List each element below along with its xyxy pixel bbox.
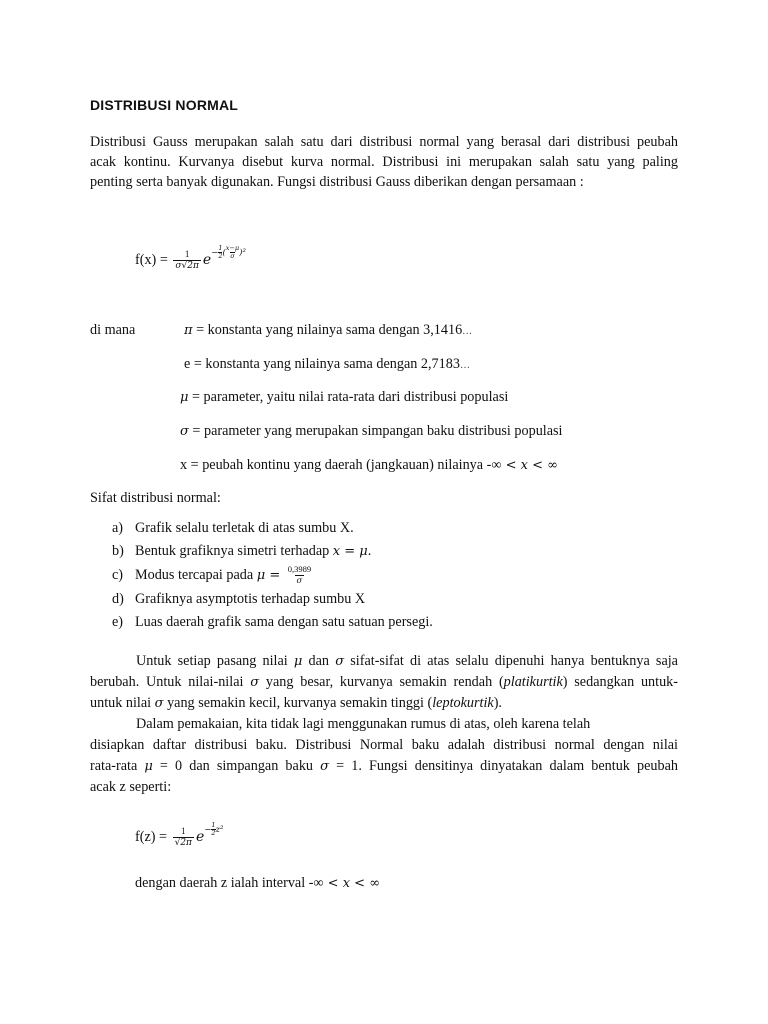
formula-base: e [202, 252, 212, 268]
intro-line: acak kontinu. Kurvanya disebut kurva normal. Distribusi ini merupakan salah satu yang paling [90, 154, 678, 170]
formula-lhs: f(z) = [135, 829, 168, 845]
paragraph-standard-normal: Dalam pemakaian, kita tidak lagi menggunakan rumus di atas, oleh karena telah disiapkan daftar distribusi baku. Distribusi Normal baku adalah distribusi normal dengan nilai rata-rata μ = 0 dan simpangan baku σ = 1. Fungsi densitinya dinyatakan dalam bentuk peubah acak z seperti: [90, 716, 678, 795]
where-label: di mana [90, 322, 136, 338]
definition-sigma: σ = parameter yang merupakan simpangan baku distribusi populasi [180, 423, 563, 439]
definition-pi: π = konstanta yang nilainya sama dengan 3,1416… [184, 322, 474, 338]
formula-base: e [195, 829, 205, 845]
definition-e: e = konstanta yang nilainya sama dengan 2,7183… [184, 356, 471, 372]
paragraph-variability: Untuk setiap pasang nilai μ dan σ sifat-sifat di atas selalu dipenuhi hanya bentuknya saja berubah. Untuk nilai-nilai σ yang besar, kurvanya semakin rendah (platikurtik) sedangkan untuk- untuk nilai σ yang semakin kecil, kurvanya semakin tinggi (leptokurtik). [90, 653, 678, 711]
gauss-formula [135, 243, 246, 272]
list-item: a) Grafik selalu terletak di atas sumbu X. [112, 520, 354, 536]
list-item: b) Bentuk grafiknya simetri terhadap x = μ. [112, 543, 372, 559]
formula-exponent: − 1 2 z² [204, 821, 224, 837]
formula-lhs: f(x) = [135, 252, 168, 268]
standard-normal-formula [135, 820, 223, 849]
properties-list [112, 518, 433, 632]
definition-mu: μ = parameter, yaitu nilai rata-rata dari distribusi populasi [180, 389, 509, 405]
properties-heading: Sifat distribusi normal: [90, 490, 221, 506]
formula-fraction: $\frac{1}{\sigma√2\pi}$ [175, 249, 199, 272]
page-title: DISTRIBUSI NORMAL [90, 97, 239, 113]
intro-paragraph [90, 132, 678, 192]
intro-line: Distribusi Gauss merupakan salah satu dari distribusi normal yang berasal dari distribusi peubah [90, 134, 678, 150]
list-item: d) Grafiknya asymptotis terhadap sumbu X [112, 591, 366, 607]
list-item: e) Luas daerah grafik sama dengan satu satuan persegi. [112, 614, 433, 630]
formula-fraction: $\frac{1}{√2\pi}$ [174, 826, 192, 849]
list-item: c) Modus tercapai pada μ = $\frac{0,3989}{\sigma}$ [112, 564, 312, 586]
formula-exponent: − 1 2 ( x−μ σ )² [211, 244, 246, 260]
intro-line: penting serta banyak digunakan. Fungsi distribusi Gauss diberikan dengan persamaan : [90, 174, 584, 190]
definition-x: x = peubah kontinu yang daerah (jangkauan) nilainya -∞ < x < ∞ [180, 457, 558, 473]
interval-line: dengan daerah z ialah interval -∞ < x < ∞ [135, 875, 381, 891]
